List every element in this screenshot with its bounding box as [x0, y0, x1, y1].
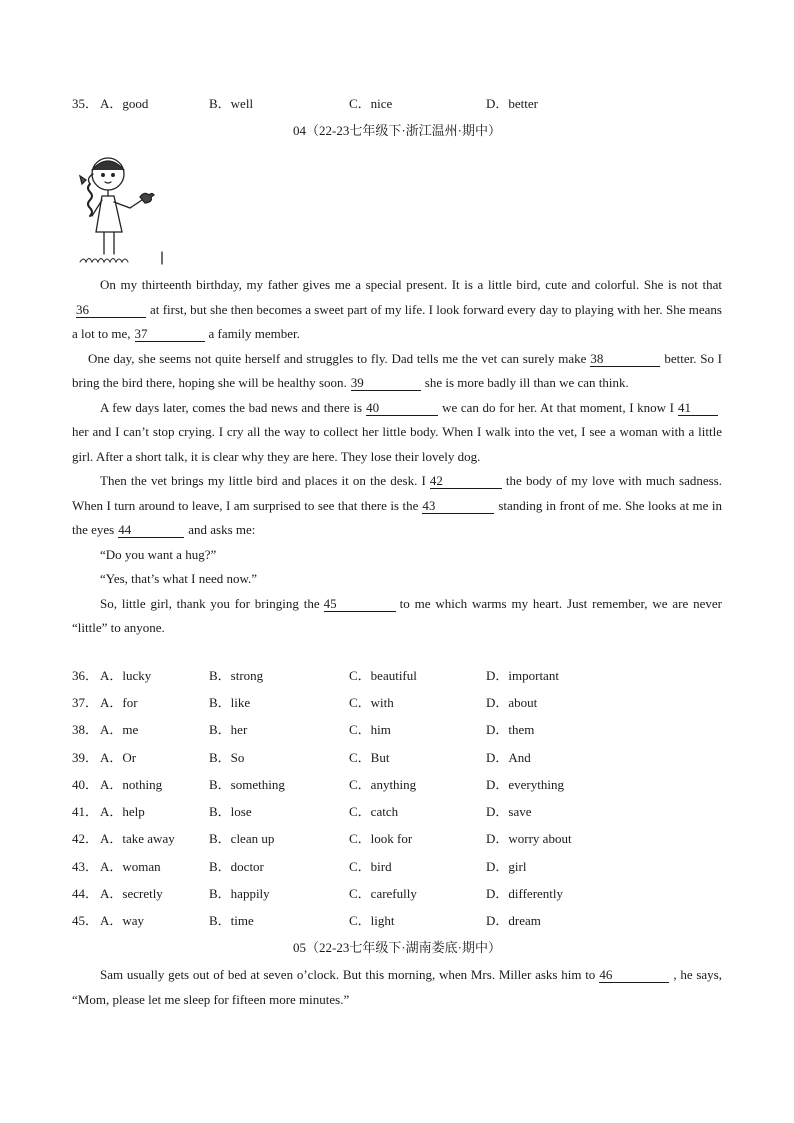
question-number: 42． [72, 831, 99, 846]
option-b: B．doctor [209, 859, 264, 874]
option-c: C．light [349, 913, 395, 928]
option-d: D．better [486, 96, 538, 111]
paragraph-1: On my thirteenth birthday, my father gives me a special present. It is a little bird, cute and colorful. She is not that36 at first, but she then becomes a sweet part of my life. I look forward every day to playing with her. She means a lot to me, 37 a family member. [72, 277, 722, 341]
option-b: B．lose [209, 804, 252, 819]
option-a: A．nothing [100, 777, 163, 792]
paragraph-2: One day, she seems not quite herself and struggles to fly. Dad tells me the vet can surely make 38 better. So I bring the bird there, hoping she will be healthy soon. 39 she is more badly ill than we can think. [72, 350, 722, 390]
blank-42: 42 [430, 473, 502, 489]
option-d: D．important [486, 668, 559, 683]
option-a: A．for [100, 695, 138, 710]
option-d: D．differently [486, 886, 564, 901]
option-c: C．But [349, 750, 390, 765]
girl-with-bird-illustration [78, 150, 168, 268]
option-b: B．clean up [209, 831, 275, 846]
option-c: C．anything [349, 777, 417, 792]
blank-38: 38 [590, 351, 660, 367]
option-a: A．good [100, 96, 149, 111]
option-b: B．like [209, 695, 251, 710]
option-b: B．her [209, 722, 248, 737]
option-d: D．about [486, 695, 538, 710]
blank-45: 45 [324, 596, 396, 612]
option-d: D．everything [486, 777, 564, 792]
option-a: A．secretly [100, 886, 163, 901]
question-number: 37． [72, 695, 99, 710]
blank-39: 39 [351, 375, 421, 391]
blank-37: 37 [135, 326, 205, 342]
question-number: 38． [72, 722, 99, 737]
option-d: D．worry about [486, 831, 572, 846]
option-c: C．with [349, 695, 394, 710]
option-b: B．strong [209, 668, 264, 683]
section-04-heading: 04（22-23七年级下·浙江温州·期中） [293, 123, 501, 138]
option-d: D．girl [486, 859, 527, 874]
question-number: 43． [72, 859, 99, 874]
option-a: A．Or [100, 750, 137, 765]
blank-46: 46 [599, 967, 669, 983]
option-c: C．nice [349, 96, 393, 111]
option-c: C．bird [349, 859, 392, 874]
paragraph-4: Then the vet brings my little bird and places it on the desk. I 42 the body of my love with much sadness. When I turn around to leave, I am surprised to see that there is the 43 standing in front of me. She looks at me in the eyes 44 and asks me: [72, 473, 722, 537]
option-a: A．help [100, 804, 145, 819]
option-c: C．carefully [349, 886, 417, 901]
question-number: 35． [72, 96, 99, 111]
paragraph-5: “Do you want a hug?” [100, 546, 217, 562]
question-number: 44． [72, 886, 99, 901]
option-c: C．catch [349, 804, 399, 819]
question-number: 41． [72, 804, 99, 819]
option-b: B．time [209, 913, 254, 928]
option-a: A．woman [100, 859, 161, 874]
option-a: A．take away [100, 831, 175, 846]
question-number: 45． [72, 913, 99, 928]
option-b: B．happily [209, 886, 270, 901]
option-d: D．save [486, 804, 532, 819]
paragraph-6: “Yes, that’s what I need now.” [100, 571, 258, 586]
option-b: B．something [209, 777, 285, 792]
option-b: B．So [209, 750, 245, 765]
passage-2 [72, 963, 722, 1012]
question-number: 36． [72, 668, 99, 683]
blank-41: 41 [678, 400, 718, 416]
blank-43: 43 [422, 498, 494, 514]
option-a: A．lucky [100, 668, 152, 683]
option-c: C．him [349, 722, 391, 737]
question-number: 39． [72, 750, 99, 765]
question-number: 40． [72, 777, 99, 792]
option-a: A．way [100, 913, 145, 928]
paragraph-3: A few days later, comes the bad news and there is 40 we can do for her. At that moment, I know I 41her and I can’t stop crying. I cry all the way to collect her little body. When I walk into the vet, I see a woman with a little girl. After a short talk, it is clear why they are here. They lose their lovely dog. [72, 399, 722, 464]
blank-44: 44 [118, 522, 184, 538]
option-c: C．beautiful [349, 668, 417, 683]
blank-40: 40 [366, 400, 438, 416]
paragraph-7: So, little girl, thank you for bringing the 45 to me which warms my heart. Just remember, we are never “little” to anyone. [72, 595, 723, 635]
option-c: C．look for [349, 831, 413, 846]
paragraph-1: Sam usually gets out of bed at seven o’clock. But this morning, when Mrs. Miller asks him to 46 , he says, “Mom, please let me sleep for fifteen more minutes.” [72, 967, 722, 1007]
option-d: D．And [486, 750, 531, 765]
blank-36: 36 [76, 302, 146, 318]
option-a: A．me [100, 722, 139, 737]
option-b: B．well [209, 96, 254, 111]
option-d: D．dream [486, 913, 541, 928]
option-d: D．them [486, 722, 535, 737]
section-05-heading: 05（22-23七年级下·湖南娄底·期中） [293, 940, 501, 955]
passage [72, 273, 722, 641]
